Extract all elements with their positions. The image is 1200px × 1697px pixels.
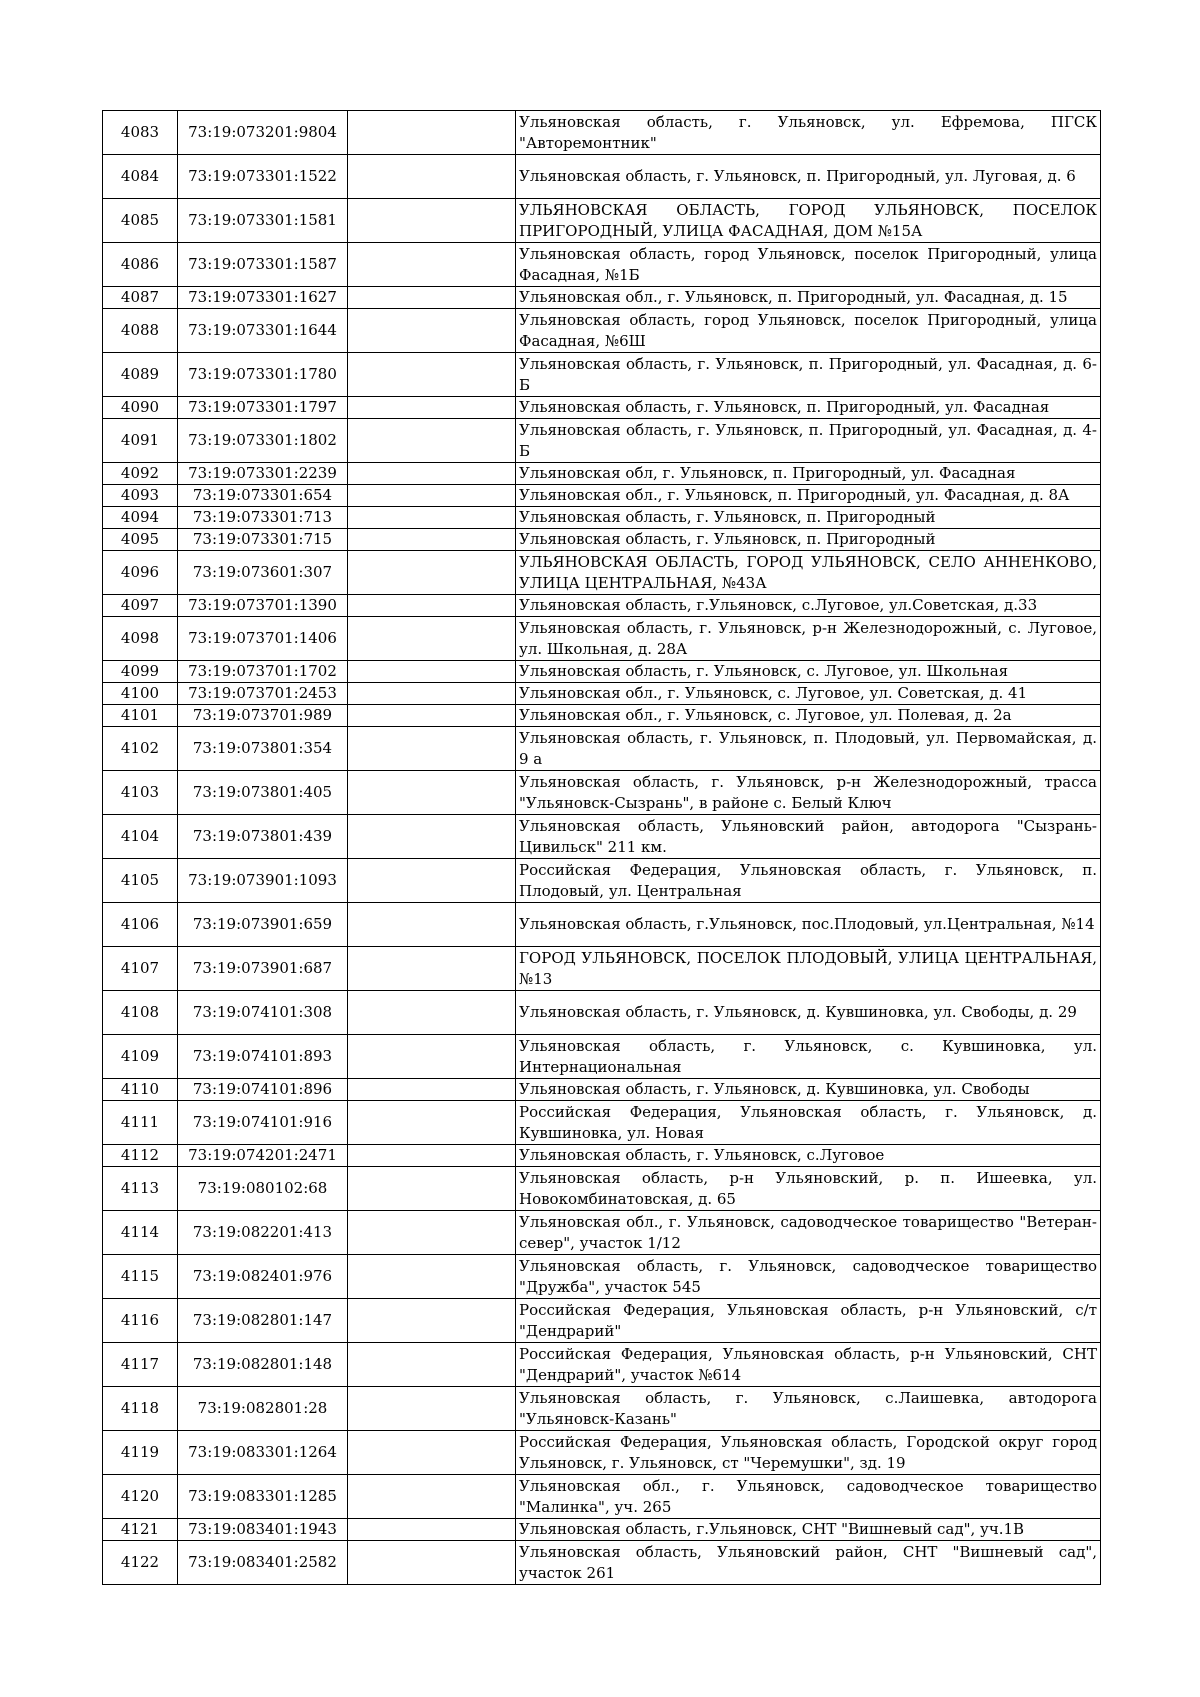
- cadastral-number: 73:19:082801:148: [178, 1343, 348, 1387]
- table-row: [103, 991, 1101, 1035]
- row-number: 4091: [103, 419, 178, 463]
- row-number: 4121: [103, 1519, 178, 1541]
- address: Ульяновская область, г. Ульяновск, садоводческое товарищество "Дружба", участок 545: [516, 1255, 1101, 1299]
- cadastral-number: 73:19:073801:354: [178, 727, 348, 771]
- row-number: 4088: [103, 309, 178, 353]
- empty-cell: [348, 1519, 516, 1541]
- address: Российская Федерация, Ульяновская область, г. Ульяновск, п. Плодовый, ул. Центральная: [516, 859, 1101, 903]
- table-row: [103, 1035, 1101, 1079]
- row-number: 4109: [103, 1035, 178, 1079]
- table-row: [103, 1079, 1101, 1101]
- cadastral-number: 73:19:083301:1264: [178, 1431, 348, 1475]
- address: Ульяновская область, г. Ульяновск, с. Луговое, ул. Школьная: [516, 661, 1101, 683]
- address: Ульяновская область, г. Ульяновск, п. Пригородный, ул. Луговая, д. 6: [516, 155, 1101, 199]
- table-row: [103, 507, 1101, 529]
- empty-cell: [348, 397, 516, 419]
- cadastral-number: 73:19:073301:713: [178, 507, 348, 529]
- cadastral-number: 73:19:073301:715: [178, 529, 348, 551]
- row-number: 4120: [103, 1475, 178, 1519]
- empty-cell: [348, 507, 516, 529]
- row-number: 4105: [103, 859, 178, 903]
- row-number: 4085: [103, 199, 178, 243]
- table-row: [103, 529, 1101, 551]
- cadastral-number: 73:19:083401:2582: [178, 1541, 348, 1585]
- land-plots-table: [102, 110, 1101, 1585]
- empty-cell: [348, 287, 516, 309]
- empty-cell: [348, 595, 516, 617]
- table-row: [103, 309, 1101, 353]
- table-row: [103, 397, 1101, 419]
- cadastral-number: 73:19:073801:405: [178, 771, 348, 815]
- row-number: 4112: [103, 1145, 178, 1167]
- address: Ульяновская область, Ульяновский район, СНТ "Вишневый сад", участок 261: [516, 1541, 1101, 1585]
- table-row: [103, 287, 1101, 309]
- table-row: [103, 1431, 1101, 1475]
- empty-cell: [348, 1079, 516, 1101]
- cadastral-number: 73:19:073301:1587: [178, 243, 348, 287]
- table-row: [103, 1387, 1101, 1431]
- empty-cell: [348, 947, 516, 991]
- row-number: 4108: [103, 991, 178, 1035]
- cadastral-number: 73:19:074101:893: [178, 1035, 348, 1079]
- cadastral-number: 73:19:073201:9804: [178, 111, 348, 155]
- table-row: [103, 199, 1101, 243]
- cadastral-number: 73:19:073301:1644: [178, 309, 348, 353]
- address: Ульяновская обл., г. Ульяновск, садоводческое товарищество "Ветеран-север", участок 1/12: [516, 1211, 1101, 1255]
- row-number: 4110: [103, 1079, 178, 1101]
- row-number: 4101: [103, 705, 178, 727]
- address: Ульяновская область, г. Ульяновск, с.Луговое: [516, 1145, 1101, 1167]
- empty-cell: [348, 1299, 516, 1343]
- row-number: 4114: [103, 1211, 178, 1255]
- address: Ульяновская область, Ульяновский район, автодорога "Сызрань-Цивильск" 211 км.: [516, 815, 1101, 859]
- empty-cell: [348, 1475, 516, 1519]
- cadastral-number: 73:19:074101:308: [178, 991, 348, 1035]
- row-number: 4094: [103, 507, 178, 529]
- cadastral-number: 73:19:073901:687: [178, 947, 348, 991]
- table-row: [103, 1541, 1101, 1585]
- address: Ульяновская обл., г. Ульяновск, с. Луговое, ул. Советская, д. 41: [516, 683, 1101, 705]
- table-row: [103, 419, 1101, 463]
- empty-cell: [348, 903, 516, 947]
- row-number: 4098: [103, 617, 178, 661]
- address: Ульяновская область, г. Ульяновск, п. Пригородный, ул. Фасадная, д. 4-Б: [516, 419, 1101, 463]
- cadastral-number: 73:19:073301:1780: [178, 353, 348, 397]
- table-row: [103, 859, 1101, 903]
- empty-cell: [348, 551, 516, 595]
- table-row: [103, 485, 1101, 507]
- cadastral-number: 73:19:073301:1522: [178, 155, 348, 199]
- table-row: [103, 815, 1101, 859]
- empty-cell: [348, 243, 516, 287]
- table-row: [103, 595, 1101, 617]
- table-row: [103, 1343, 1101, 1387]
- empty-cell: [348, 1431, 516, 1475]
- address: Ульяновская область, г.Ульяновск, СНТ "Вишневый сад", уч.1В: [516, 1519, 1101, 1541]
- row-number: 4113: [103, 1167, 178, 1211]
- table-row: [103, 1475, 1101, 1519]
- row-number: 4087: [103, 287, 178, 309]
- empty-cell: [348, 199, 516, 243]
- cadastral-number: 73:19:073701:1390: [178, 595, 348, 617]
- table-row: [103, 683, 1101, 705]
- empty-cell: [348, 463, 516, 485]
- table-row: [103, 661, 1101, 683]
- cadastral-number: 73:19:082201:413: [178, 1211, 348, 1255]
- cadastral-number: 73:19:073701:1702: [178, 661, 348, 683]
- cadastral-number: 73:19:082801:147: [178, 1299, 348, 1343]
- row-number: 4086: [103, 243, 178, 287]
- row-number: 4099: [103, 661, 178, 683]
- empty-cell: [348, 771, 516, 815]
- table-body: [103, 111, 1101, 1585]
- address: Ульяновская область, г. Ульяновск, р-н Железнодорожный, с. Луговое, ул. Школьная, д. 28А: [516, 617, 1101, 661]
- row-number: 4117: [103, 1343, 178, 1387]
- empty-cell: [348, 1541, 516, 1585]
- row-number: 4115: [103, 1255, 178, 1299]
- cadastral-number: 73:19:073301:1627: [178, 287, 348, 309]
- address: Ульяновская область, г. Ульяновск, п. Плодовый, ул. Первомайская, д. 9 а: [516, 727, 1101, 771]
- address: Ульяновская область, г. Ульяновск, р-н Железнодорожный, трасса "Ульяновск-Сызрань", в районе с. Белый Ключ: [516, 771, 1101, 815]
- empty-cell: [348, 155, 516, 199]
- empty-cell: [348, 815, 516, 859]
- address: Ульяновская обл., г. Ульяновск, п. Пригородный, ул. Фасадная, д. 15: [516, 287, 1101, 309]
- cadastral-number: 73:19:074201:2471: [178, 1145, 348, 1167]
- empty-cell: [348, 111, 516, 155]
- row-number: 4097: [103, 595, 178, 617]
- cadastral-number: 73:19:073901:659: [178, 903, 348, 947]
- empty-cell: [348, 727, 516, 771]
- table-row: [103, 1101, 1101, 1145]
- table-row: [103, 1145, 1101, 1167]
- cadastral-number: 73:19:082801:28: [178, 1387, 348, 1431]
- empty-cell: [348, 617, 516, 661]
- empty-cell: [348, 1167, 516, 1211]
- empty-cell: [348, 1211, 516, 1255]
- address: Ульяновская область, г. Ульяновск, с. Кувшиновка, ул. Интернациональная: [516, 1035, 1101, 1079]
- table-row: [103, 947, 1101, 991]
- row-number: 4090: [103, 397, 178, 419]
- cadastral-number: 73:19:074101:896: [178, 1079, 348, 1101]
- empty-cell: [348, 309, 516, 353]
- row-number: 4083: [103, 111, 178, 155]
- empty-cell: [348, 661, 516, 683]
- table-row: [103, 1167, 1101, 1211]
- address: ГОРОД УЛЬЯНОВСК, ПОСЕЛОК ПЛОДОВЫЙ, УЛИЦА ЦЕНТРАЛЬНАЯ, №13: [516, 947, 1101, 991]
- cadastral-number: 73:19:073601:307: [178, 551, 348, 595]
- cadastral-number: 73:19:073701:989: [178, 705, 348, 727]
- row-number: 4095: [103, 529, 178, 551]
- address: УЛЬЯНОВСКАЯ ОБЛАСТЬ, ГОРОД УЛЬЯНОВСК, ПОСЕЛОК ПРИГОРОДНЫЙ, УЛИЦА ФАСАДНАЯ, ДОМ №15А: [516, 199, 1101, 243]
- cadastral-number: 73:19:073301:2239: [178, 463, 348, 485]
- address: Ульяновская обл., г. Ульяновск, п. Пригородный, ул. Фасадная, д. 8А: [516, 485, 1101, 507]
- table-row: [103, 243, 1101, 287]
- empty-cell: [348, 1387, 516, 1431]
- empty-cell: [348, 1145, 516, 1167]
- empty-cell: [348, 529, 516, 551]
- row-number: 4092: [103, 463, 178, 485]
- cadastral-number: 73:19:073301:1802: [178, 419, 348, 463]
- address: Ульяновская область, г. Ульяновск, д. Кувшиновка, ул. Свободы: [516, 1079, 1101, 1101]
- table-row: [103, 111, 1101, 155]
- row-number: 4104: [103, 815, 178, 859]
- table-row: [103, 1519, 1101, 1541]
- address: Ульяновская область, г.Ульяновск, пос.Плодовый, ул.Центральная, №14: [516, 903, 1101, 947]
- row-number: 4106: [103, 903, 178, 947]
- empty-cell: [348, 1035, 516, 1079]
- address: Ульяновская область, г. Ульяновск, ул. Ефремова, ПГСК "Авторемонтник": [516, 111, 1101, 155]
- table-row: [103, 617, 1101, 661]
- cadastral-number: 73:19:082401:976: [178, 1255, 348, 1299]
- table-row: [103, 551, 1101, 595]
- row-number: 4103: [103, 771, 178, 815]
- address: Ульяновская область, г.Ульяновск, с.Луговое, ул.Советская, д.33: [516, 595, 1101, 617]
- row-number: 4084: [103, 155, 178, 199]
- table-row: [103, 463, 1101, 485]
- row-number: 4093: [103, 485, 178, 507]
- address: Ульяновская область, город Ульяновск, поселок Пригородный, улица Фасадная, №6Ш: [516, 309, 1101, 353]
- address: Ульяновская область, г. Ульяновск, п. Пригородный, ул. Фасадная, д. 6-Б: [516, 353, 1101, 397]
- row-number: 4102: [103, 727, 178, 771]
- cadastral-number: 73:19:080102:68: [178, 1167, 348, 1211]
- address: Ульяновская область, г. Ульяновск, д. Кувшиновка, ул. Свободы, д. 29: [516, 991, 1101, 1035]
- row-number: 4119: [103, 1431, 178, 1475]
- cadastral-number: 73:19:073801:439: [178, 815, 348, 859]
- empty-cell: [348, 683, 516, 705]
- address: Российская Федерация, Ульяновская область, р-н Ульяновский, с/т "Дендрарий": [516, 1299, 1101, 1343]
- row-number: 4107: [103, 947, 178, 991]
- table-row: [103, 771, 1101, 815]
- cadastral-number: 73:19:073301:654: [178, 485, 348, 507]
- cadastral-number: 73:19:074101:916: [178, 1101, 348, 1145]
- empty-cell: [348, 353, 516, 397]
- row-number: 4111: [103, 1101, 178, 1145]
- empty-cell: [348, 859, 516, 903]
- table-row: [103, 155, 1101, 199]
- cadastral-number: 73:19:073701:2453: [178, 683, 348, 705]
- table-row: [103, 727, 1101, 771]
- empty-cell: [348, 705, 516, 727]
- cadastral-number: 73:19:083301:1285: [178, 1475, 348, 1519]
- address: Ульяновская обл., г. Ульяновск, садоводческое товарищество "Малинка", уч. 265: [516, 1475, 1101, 1519]
- cadastral-number: 73:19:073301:1797: [178, 397, 348, 419]
- empty-cell: [348, 1255, 516, 1299]
- table-row: [103, 1299, 1101, 1343]
- cadastral-number: 73:19:073701:1406: [178, 617, 348, 661]
- empty-cell: [348, 991, 516, 1035]
- address: Ульяновская обл., г. Ульяновск, с. Луговое, ул. Полевая, д. 2а: [516, 705, 1101, 727]
- table-row: [103, 903, 1101, 947]
- row-number: 4118: [103, 1387, 178, 1431]
- address: Ульяновская область, г. Ульяновск, п. Пригородный: [516, 529, 1101, 551]
- address: Ульяновская область, г. Ульяновск, п. Пригородный: [516, 507, 1101, 529]
- cadastral-number: 73:19:073901:1093: [178, 859, 348, 903]
- row-number: 4089: [103, 353, 178, 397]
- row-number: 4100: [103, 683, 178, 705]
- row-number: 4122: [103, 1541, 178, 1585]
- table-row: [103, 1255, 1101, 1299]
- cadastral-number: 73:19:083401:1943: [178, 1519, 348, 1541]
- address: Ульяновская область, р-н Ульяновский, р. п. Ишеевка, ул. Новокомбинатовская, д. 65: [516, 1167, 1101, 1211]
- table-row: [103, 705, 1101, 727]
- row-number: 4116: [103, 1299, 178, 1343]
- cadastral-number: 73:19:073301:1581: [178, 199, 348, 243]
- table-row: [103, 353, 1101, 397]
- empty-cell: [348, 419, 516, 463]
- address: Российская Федерация, Ульяновская область, р-н Ульяновский, СНТ "Дендрарий", участок №614: [516, 1343, 1101, 1387]
- address: Ульяновская область, г. Ульяновск, с.Лаишевка, автодорога "Ульяновск-Казань": [516, 1387, 1101, 1431]
- address: Ульяновская обл, г. Ульяновск, п. Пригородный, ул. Фасадная: [516, 463, 1101, 485]
- address: Ульяновская область, город Ульяновск, поселок Пригородный, улица Фасадная, №1Б: [516, 243, 1101, 287]
- empty-cell: [348, 1343, 516, 1387]
- empty-cell: [348, 1101, 516, 1145]
- empty-cell: [348, 485, 516, 507]
- address: Российская Федерация, Ульяновская область, Городской округ город Ульяновск, г. Ульяновск, ст "Черемушки", зд. 19: [516, 1431, 1101, 1475]
- row-number: 4096: [103, 551, 178, 595]
- address: Российская Федерация, Ульяновская область, г. Ульяновск, д. Кувшиновка, ул. Новая: [516, 1101, 1101, 1145]
- table-row: [103, 1211, 1101, 1255]
- address: УЛЬЯНОВСКАЯ ОБЛАСТЬ, ГОРОД УЛЬЯНОВСК, СЕЛО АННЕНКОВО, УЛИЦА ЦЕНТРАЛЬНАЯ, №43А: [516, 551, 1101, 595]
- address: Ульяновская область, г. Ульяновск, п. Пригородный, ул. Фасадная: [516, 397, 1101, 419]
